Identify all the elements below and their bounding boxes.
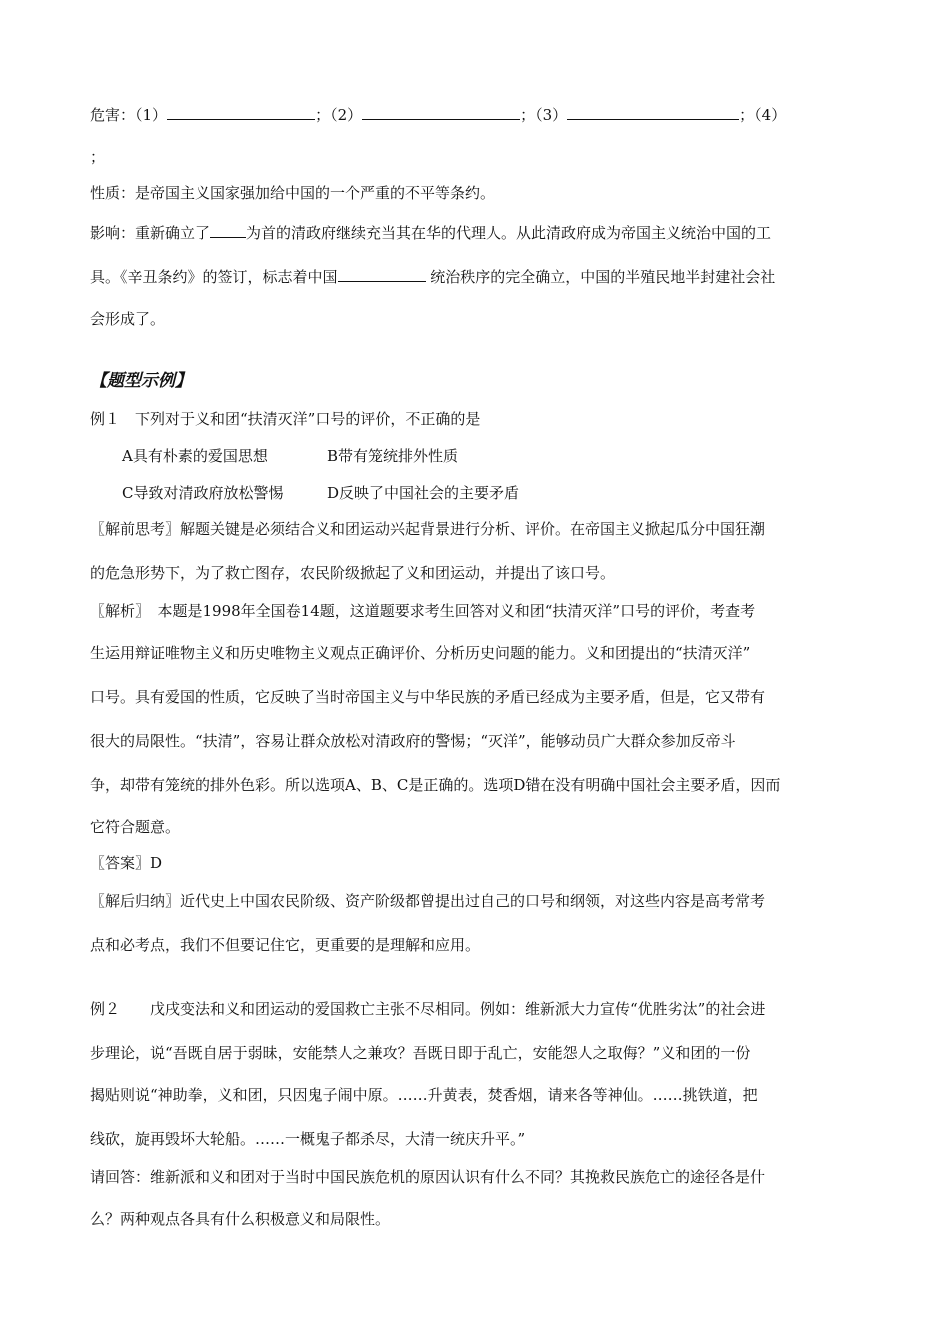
example1-summary-line-1: 〖解后归纳〗近代史上中国农民阶级、资产阶级都曾提出过自己的口号和纲领，对这些内容是高考常考 bbox=[90, 892, 766, 910]
example1-option-d: D反映了中国社会的主要矛盾 bbox=[327, 484, 520, 502]
example2-text-line-2: 步理论，说“吾既自居于弱昧，安能禁人之兼攻？吾既日即于乱亡，安能怨人之取侮？”义和团的一份 bbox=[90, 1044, 751, 1062]
influence-text-2b: 统治秩序的完全确立，中国的半殖民地半封建社会社 bbox=[425, 268, 776, 286]
harm-item-4-label: ；（4） bbox=[739, 106, 787, 124]
harm-item-3-label: ；（3） bbox=[520, 106, 568, 124]
example1-options-row-1 bbox=[122, 446, 902, 466]
influence-text-1b: 为首的清政府继续充当其在华的代理人。从此清政府成为帝国主义统治中国的工 bbox=[246, 224, 772, 242]
influence-line-1 bbox=[90, 221, 870, 243]
influence-line-3: 会形成了。 bbox=[90, 310, 166, 328]
example1-analysis-line-2: 生运用辩证唯物主义和历史唯物主义观点正确评价、分析历史问题的能力。义和团提出的“扶清灭洋” bbox=[90, 644, 751, 662]
influence-blank-2[interactable] bbox=[338, 265, 426, 282]
example1-analysis-line-5: 争，却带有笼统的排外色彩。所以选项A、B、C是正确的。选项D错在没有明确中国社会主要矛盾，因而 bbox=[90, 776, 781, 794]
harm-blank-2[interactable] bbox=[362, 103, 520, 120]
harm-line bbox=[90, 103, 870, 125]
example1-summary-line-2: 点和必考点，我们不但要记住它，更重要的是理解和应用。 bbox=[90, 936, 481, 954]
example2-question-line-1: 请回答：维新派和义和团对于当时中国民族危机的原因认识有什么不同？其挽救民族危亡的途径各是什 bbox=[90, 1168, 766, 1186]
example1-answer: 〖答案〗D bbox=[90, 854, 163, 872]
example1-question: 例１ 下列对于义和团“扶清灭洋”口号的评价，不正确的是 bbox=[90, 410, 481, 428]
influence-text-2a: 具。《辛丑条约》的签订，标志着中国 bbox=[90, 268, 338, 286]
example1-analysis-line-1: 〖解析〗 本题是1998年全国卷14题，这道题要求考生回答对义和团“扶清灭洋”口号的评价，考查考 bbox=[90, 602, 756, 620]
example1-analysis-line-4: 很大的局限性。“扶清”，容易让群众放松对清政府的警惕；“灭洋”，能够动员广大群众参加反帝斗 bbox=[90, 732, 736, 750]
harm-blank-1[interactable] bbox=[167, 103, 315, 120]
example1-option-c: C导致对清政府放松警惕 bbox=[122, 484, 284, 502]
example1-options-row-2 bbox=[122, 483, 902, 503]
section-heading: 【题型示例】 bbox=[90, 371, 192, 391]
harm-item-2-label: ；（2） bbox=[315, 106, 363, 124]
example1-option-b: B带有笼统排外性质 bbox=[327, 447, 459, 465]
example1-pre-thinking-line-1: 〖解前思考〗解题关键是必须结合义和团运动兴起背景进行分析、评价。在帝国主义掀起瓜分中国狂潮 bbox=[90, 520, 766, 538]
harm-blank-3[interactable] bbox=[567, 103, 739, 120]
nature-text: 性质：是帝国主义国家强加给中国的一个严重的不平等条约。 bbox=[90, 184, 496, 202]
influence-text-1a: 影响：重新确立了 bbox=[90, 224, 211, 242]
harm-item-1-label: （1） bbox=[135, 106, 168, 124]
example2-text-line-1: 例２ 戊戌变法和义和团运动的爱国救亡主张不尽相同。例如：维新派大力宣传“优胜劣汰”的社会进 bbox=[90, 1000, 766, 1018]
example2-text-line-4: 线砍，旋再毁坏大轮船。……一概鬼子都杀尽，大清一统庆升平。” bbox=[90, 1130, 526, 1148]
example1-analysis-line-6: 它符合题意。 bbox=[90, 818, 181, 836]
example1-pre-thinking-line-2: 的危急形势下，为了救亡图存，农民阶级掀起了义和团运动，并提出了该口号。 bbox=[90, 564, 616, 582]
influence-line-2 bbox=[90, 265, 870, 287]
influence-blank-1[interactable] bbox=[210, 221, 246, 238]
example1-analysis-line-3: 口号。具有爱国的性质，它反映了当时帝国主义与中华民族的矛盾已经成为主要矛盾，但是，它又带有 bbox=[90, 688, 766, 706]
example2-text-line-3: 揭贴则说“神助拳，义和团，只因鬼子闹中原。……升黄表，焚香烟，请来各等神仙。……挑铁道，把 bbox=[90, 1086, 758, 1104]
example2-question-line-2: 么？两种观点各具有什么积极意义和局限性。 bbox=[90, 1210, 391, 1228]
harm-label: 危害： bbox=[90, 106, 136, 124]
harm-trailing: ； bbox=[90, 148, 106, 166]
example1-option-a: A具有朴素的爱国思想 bbox=[122, 447, 268, 465]
